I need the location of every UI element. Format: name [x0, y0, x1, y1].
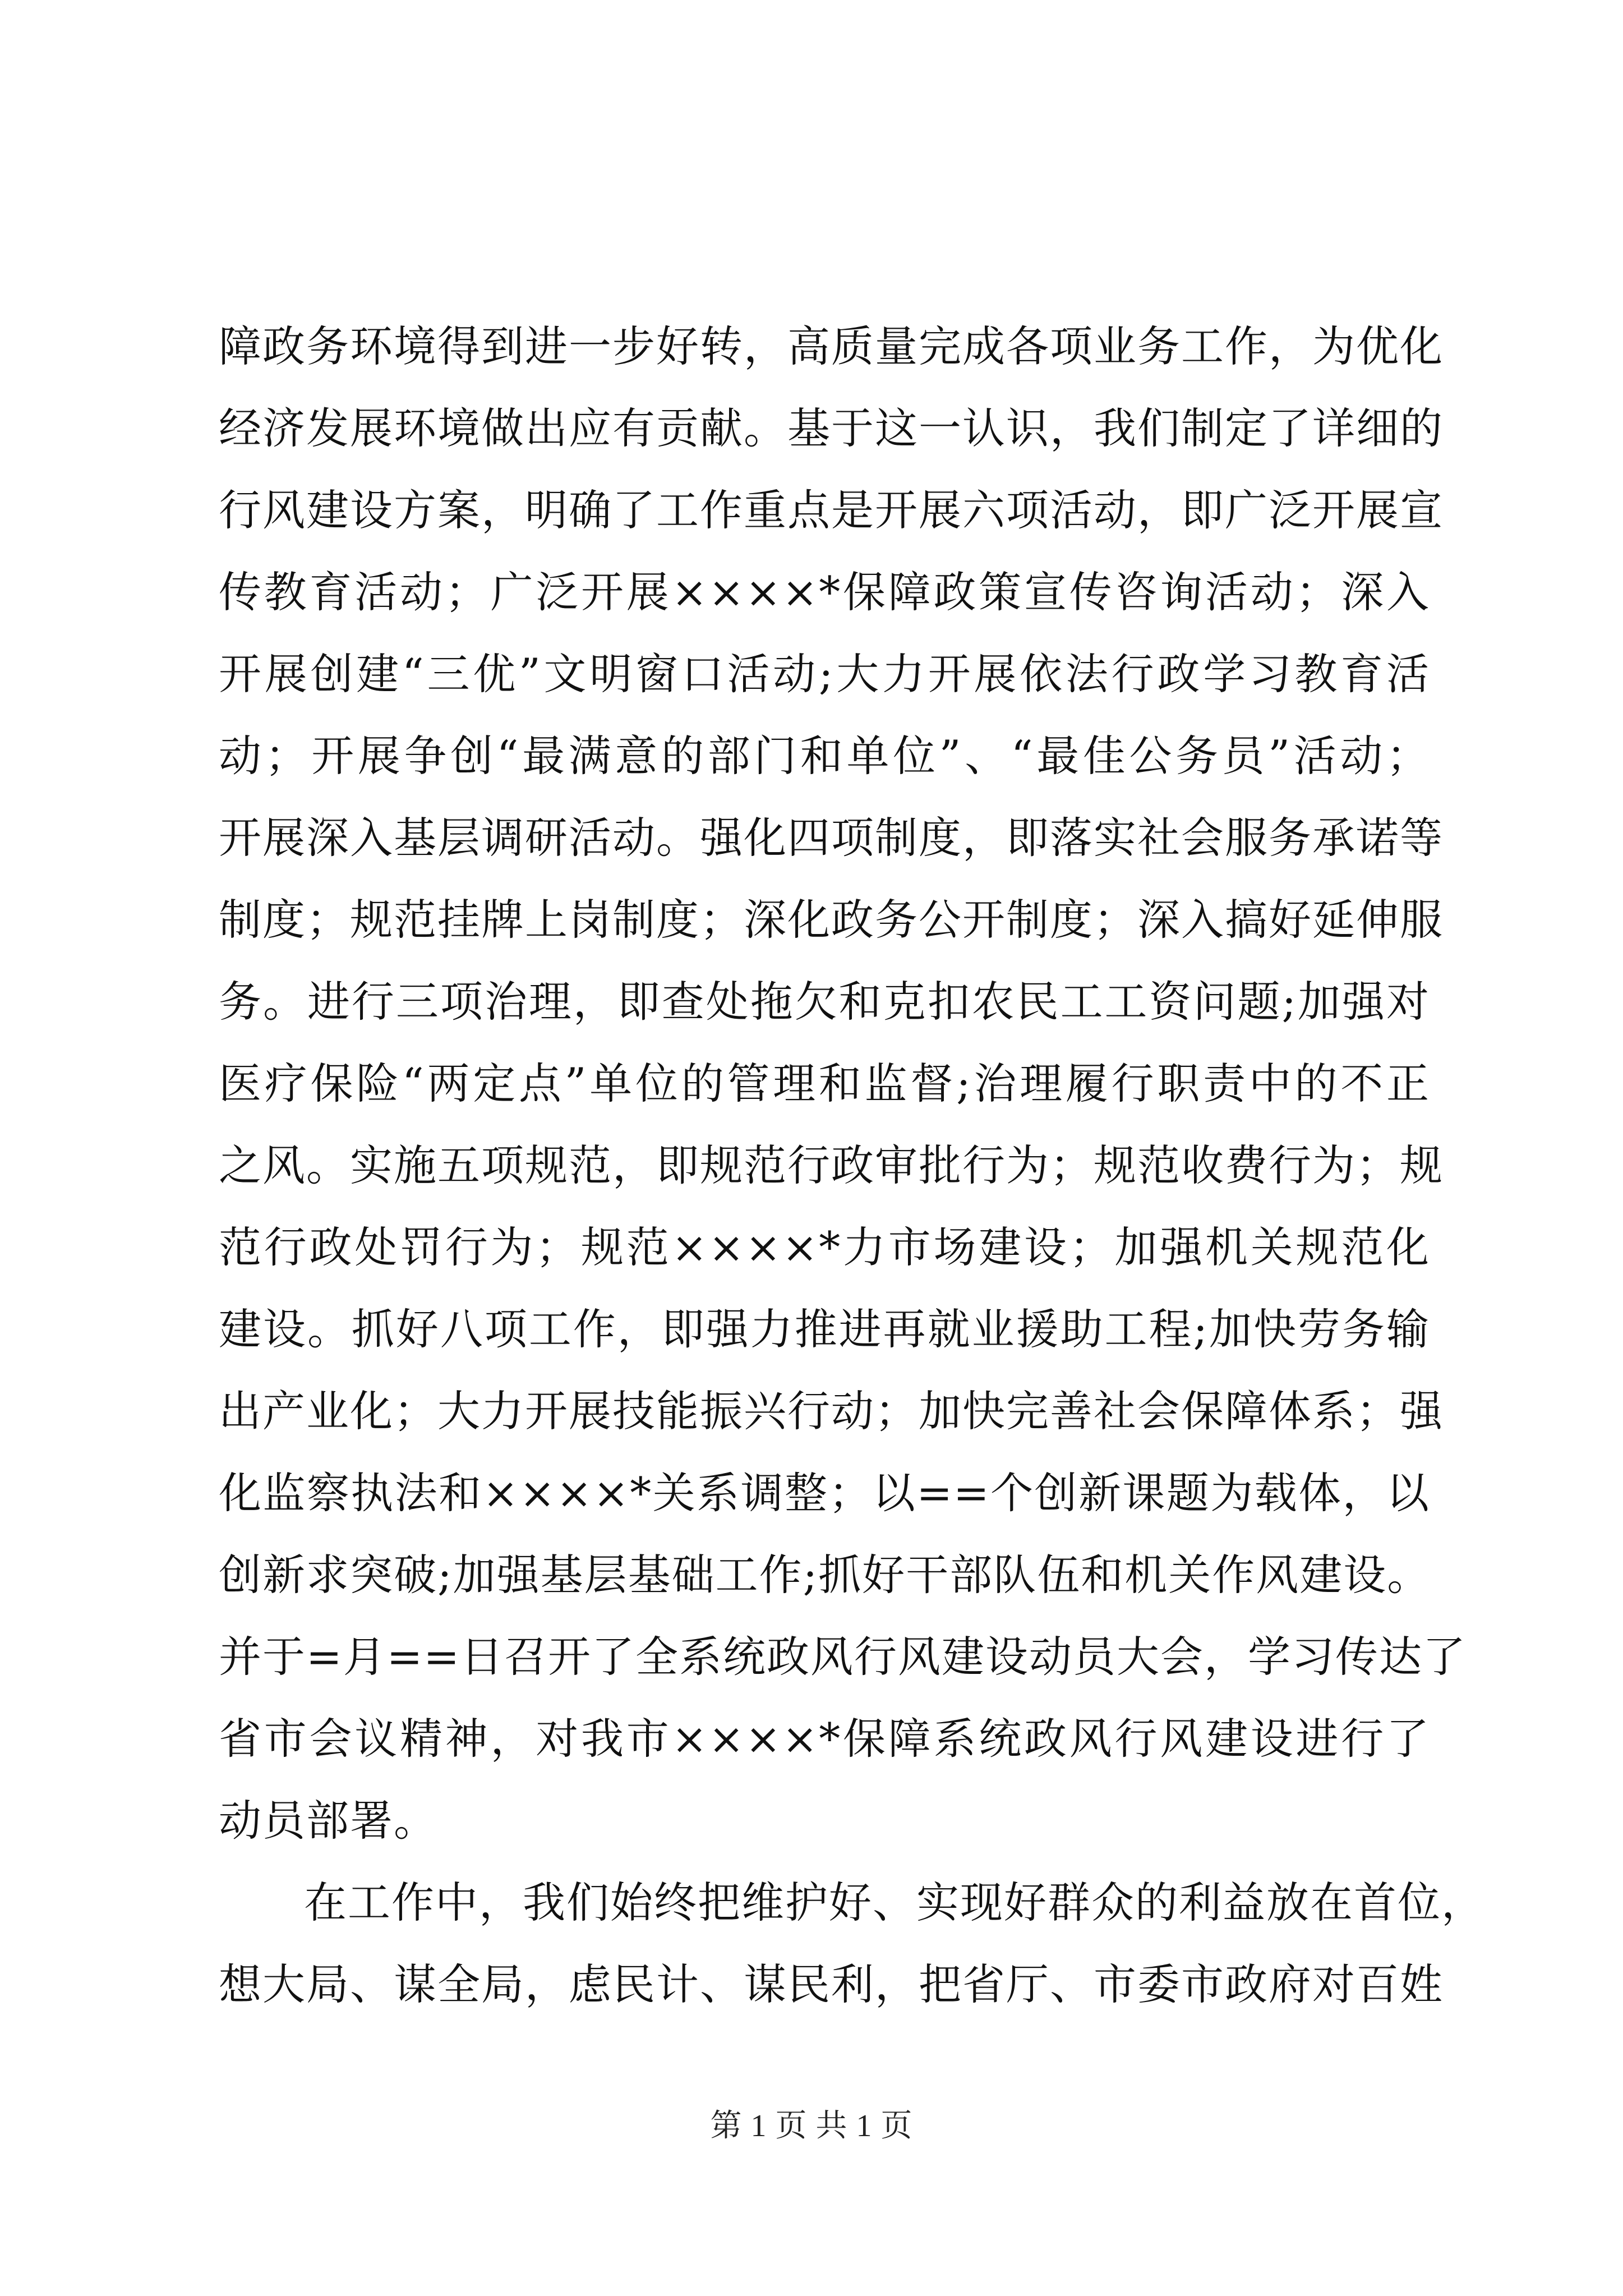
paragraph-1 [219, 306, 1467, 1862]
text-line: 动；开展争创“最满意的部门和单位”、“最佳公务员”活动； [219, 731, 1430, 781]
text-line: 出产业化；大力开展技能振兴行动；加快完善社会保障体系；强 [219, 1386, 1444, 1436]
text-line: 开展创建“三优”文明窗口活动;大力开展依法行政学习教育活 [219, 649, 1430, 699]
text-line: 经济发展环境做出应有贡献。基于这一认识，我们制定了详细的 [219, 403, 1444, 453]
text-line: 之风。实施五项规范，即规范行政审批行为；规范收费行为；规 [219, 1140, 1444, 1190]
text-line: 建设。抓好八项工作，即强力推进再就业援助工程;加快劳务输 [219, 1304, 1430, 1354]
text-line: 省市会议精神，对我市××××*保障系统政风行风建设进行了 [219, 1714, 1430, 1764]
text-line: 在工作中，我们始终把维护好、实现好群众的利益放在首位， [304, 1878, 1485, 1927]
text-line: 创新求突破;加强基层基础工作;抓好干部队伍和机关作风建设。 [219, 1550, 1431, 1600]
text-line: 范行政处罚行为；规范××××*力市场建设；加强机关规范化 [219, 1222, 1430, 1272]
text-line: 传教育活动；广泛开展××××*保障政策宣传咨询活动；深入 [219, 567, 1430, 617]
text-line: 障政务环境得到进一步好转，高质量完成各项业务工作，为优化 [219, 321, 1444, 371]
text-line: 化监察执法和××××*关系调整；以==个创新课题为载体，以 [219, 1468, 1430, 1518]
text-line: 动员部署。 [219, 1796, 437, 1846]
text-line: 制度；规范挂牌上岗制度；深化政务公开制度；深入搞好延伸服 [219, 895, 1444, 945]
page-number: 第 1 页 共 1 页 [710, 2109, 913, 2143]
document-body [219, 306, 1485, 2026]
text-line: 医疗保险“两定点”单位的管理和监督;治理履行职责中的不正 [219, 1059, 1430, 1108]
page-footer [0, 2101, 1623, 2146]
text-line: 务。进行三项治理，即查处拖欠和克扣农民工工资问题;加强对 [219, 977, 1430, 1027]
text-line: 行风建设方案，明确了工作重点是开展六项活动，即广泛开展宣 [219, 485, 1444, 535]
text-line: 并于=月==日召开了全系统政风行风建设动员大会，学习传达了 [219, 1632, 1467, 1682]
text-line: 开展深入基层调研活动。强化四项制度，即落实社会服务承诺等 [219, 813, 1444, 863]
paragraph-2 [219, 1862, 1485, 2026]
text-line: 想大局、谋全局，虑民计、谋民利，把省厅、市委市政府对百姓 [219, 1959, 1444, 2009]
